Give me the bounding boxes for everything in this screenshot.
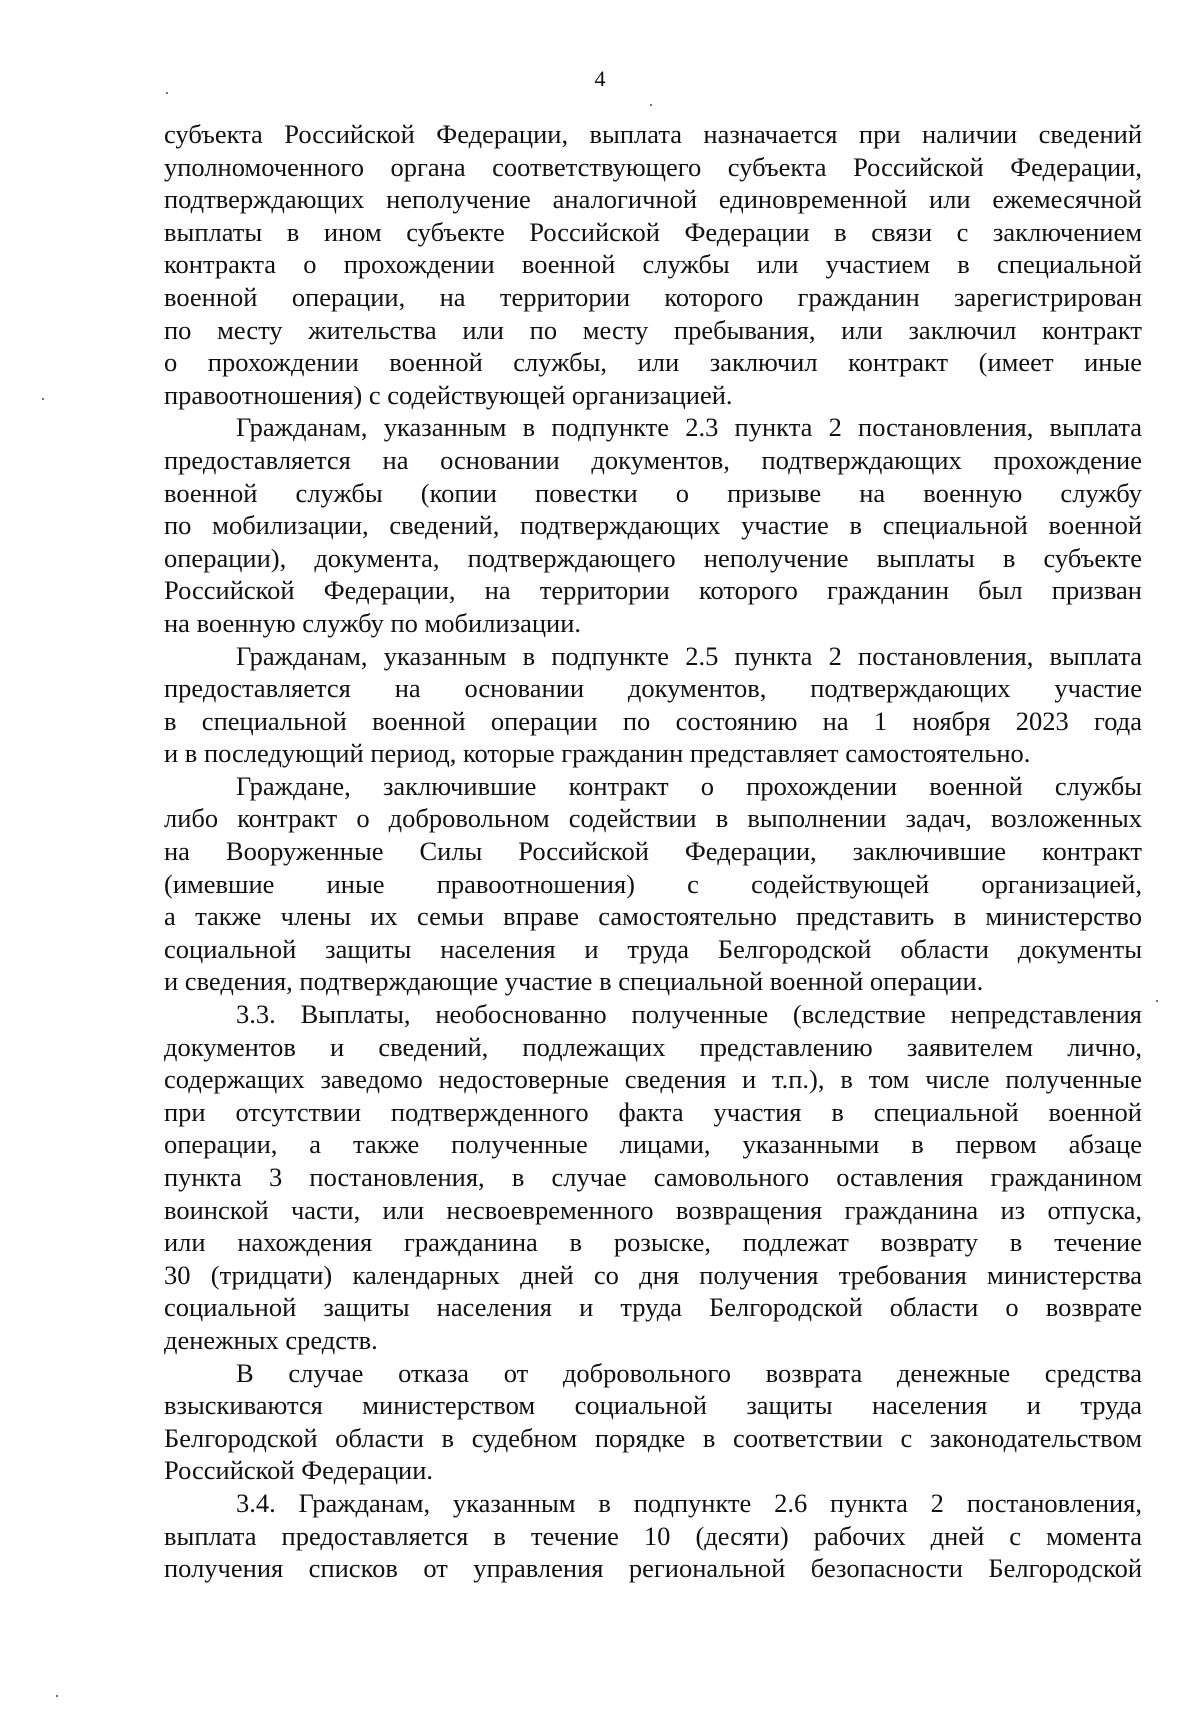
text-line: социальной защиты населения и труда Белгородской области о возврате: [164, 1292, 1142, 1323]
scan-speck: [42, 398, 44, 400]
text-line: на Вооруженные Силы Российской Федерации, заключившие контракт: [164, 836, 1142, 867]
paragraph: [164, 1357, 1142, 1487]
paragraph: [164, 770, 1142, 998]
text-line: пункта 3 постановления, в случае самовольного оставления гражданином: [164, 1162, 1142, 1192]
text-line: военной операции, на территории которого гражданин зарегистрирован: [164, 281, 1142, 312]
text-line: военной службы (копии повестки о призыве на военную службу: [164, 477, 1142, 508]
text-line: выплаты в ином субъекте Российской Федерации в связи с заключением: [164, 216, 1142, 247]
text-line: либо контракт о добровольном содействии в выполнении задач, возложенных: [164, 803, 1142, 834]
text-line: а также члены их семьи вправе самостоятельно представить в министерство: [164, 901, 1142, 932]
text-line: денежных средств.: [164, 1324, 378, 1355]
paragraph: [164, 118, 1142, 411]
scan-speck: [650, 104, 652, 106]
text-line: 30 (тридцати) календарных дней со дня получения требования министерства: [164, 1259, 1142, 1290]
text-line: или нахождения гражданина в розыске, подлежат возврату в течение: [164, 1227, 1142, 1258]
text-line: взыскиваются министерством социальной защиты населения и труда: [164, 1390, 1142, 1421]
text-line: 3.3. Выплаты, необоснованно полученные (вследствие непредставления: [236, 999, 1142, 1030]
text-line: правоотношения) с содействующей организацией.: [164, 379, 733, 410]
text-line: предоставляется на основании документов, подтверждающих участие: [164, 673, 1142, 704]
text-line: операции), документа, подтверждающего неполучение выплаты в субъекте: [164, 542, 1142, 573]
text-line: и сведения, подтверждающие участие в специальной военной операции.: [164, 966, 984, 997]
scan-speck: [56, 1695, 58, 1697]
text-line: по месту жительства или по месту пребывания, или заключил контракт: [164, 314, 1142, 345]
text-line: субъекта Российской Федерации, выплата назначается при наличии сведений: [164, 119, 1142, 149]
text-line: получения списков от управления региональной безопасности Белгородской: [164, 1553, 1142, 1584]
text-line: В случае отказа от добровольного возврата денежные средства: [236, 1357, 1142, 1388]
text-line: содержащих заведомо недостоверные сведения и т.п.), в том числе полученные: [164, 1064, 1142, 1095]
text-line: Граждане, заключившие контракт о прохождении военной службы: [236, 770, 1142, 801]
paragraph: [164, 411, 1142, 639]
text-line: при отсутствии подтвержденного факта участия в специальной военной: [164, 1096, 1142, 1127]
text-line: документов и сведений, подлежащих представлению заявителем лично,: [164, 1031, 1142, 1062]
text-line: выплата предоставляется в течение 10 (десяти) рабочих дней с момента: [164, 1520, 1142, 1551]
text-line: социальной защиты населения и труда Белгородской области документы: [164, 933, 1142, 964]
text-line: Российской Федерации, на территории которого гражданин был призван: [164, 575, 1142, 606]
text-line: уполномоченного органа соответствующего субъекта Российской Федерации,: [164, 151, 1142, 182]
paragraph: [164, 640, 1142, 770]
text-line: контракта о прохождении военной службы или участием в специальной: [164, 249, 1142, 280]
text-line: подтверждающих неполучение аналогичной единовременной или ежемесячной: [164, 184, 1142, 215]
text-line: предоставляется на основании документов, подтверждающих прохождение: [164, 444, 1142, 475]
scan-speck: [1156, 1000, 1158, 1002]
text-line: о прохождении военной службы, или заключил контракт (имеет иные: [164, 347, 1142, 378]
text-line: операции, а также полученные лицами, указанными в первом абзаце: [164, 1129, 1142, 1160]
paragraph: [164, 998, 1142, 1357]
text-line: Белгородской области в судебном порядке в соответствии с законодательством: [164, 1422, 1142, 1453]
text-line: Гражданам, указанным в подпункте 2.3 пункта 2 постановления, выплата: [236, 412, 1142, 443]
text-line: по мобилизации, сведений, подтверждающих участие в специальной военной: [164, 510, 1142, 541]
text-line: Российской Федерации.: [164, 1455, 433, 1486]
scan-speck: [166, 92, 168, 94]
text-line: и в последующий период, которые гражданин представляет самостоятельно.: [164, 738, 1031, 769]
text-line: в специальной военной операции по состоянию на 1 ноября 2023 года: [164, 705, 1142, 736]
text-line: 3.4. Гражданам, указанным в подпункте 2.6 пункта 2 постановления,: [236, 1487, 1142, 1518]
document-body: [164, 118, 1142, 1585]
text-line: (имевшие иные правоотношения) с содействующей организацией,: [164, 868, 1142, 899]
page-number: 4: [594, 66, 606, 91]
text-line: воинской части, или несвоевременного возвращения гражданина из отпуска,: [164, 1194, 1142, 1225]
paragraph: [164, 1487, 1142, 1585]
text-line: на военную службу по мобилизации.: [164, 607, 582, 638]
text-line: Гражданам, указанным в подпункте 2.5 пункта 2 постановления, выплата: [236, 640, 1142, 671]
